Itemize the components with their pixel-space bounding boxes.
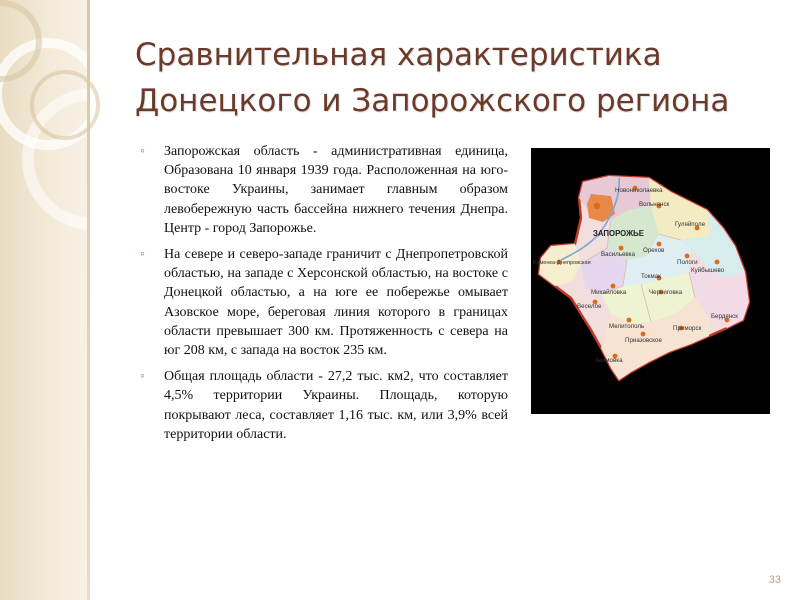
map-label: Приазовское xyxy=(625,337,662,344)
region-map-svg xyxy=(531,148,770,414)
bullet-marker-icon: ◦ xyxy=(140,369,145,385)
map-label: Новониколаевка xyxy=(615,187,663,194)
map-label: Приморск xyxy=(673,325,702,332)
bullet-text: На севере и северо-западе граничит с Днепропетровской областью, на западе с Херсонской областью, на востоке с Донецкой областью, а на юге ее побережье омывает Азовское море, береговая линия которого в границах области превышает 300 км. Протяженность с севера на юг 208 км, с запада на восток 235 км. xyxy=(164,247,508,359)
map-label: Веселое xyxy=(577,303,602,310)
slide-title xyxy=(135,32,775,124)
city-dot xyxy=(611,284,616,289)
map-label: Куйбышево xyxy=(691,267,725,274)
slide-title-line-1: Сравнительная характеристика xyxy=(135,37,662,73)
bullet-item xyxy=(138,245,508,360)
map-label: Каменка-Днепровская xyxy=(533,260,591,266)
map-label: ЗАПОРОЖЬЕ xyxy=(593,229,644,238)
map-label: Токмак xyxy=(641,273,661,280)
bullet-text: Запорожская область - административная единица, Образована 10 января 1939 года. Расположенная на юго-востоке Украины, занимает главным образом левобережную часть бассейна нижнего течения Днепра. Центр - город Запорожье. xyxy=(164,144,508,236)
bullet-item xyxy=(138,142,508,238)
map-label: Черниговка xyxy=(649,289,683,296)
region-map xyxy=(531,148,770,414)
bullet-text: Общая площадь области - 27,2 тыс. км2, что составляет 4,5% территории Украины. Площадь, которую покрывают леса, составляет 1,16 тыс. км, или 3,9% всей территории области. xyxy=(164,369,508,442)
map-label: Пологи xyxy=(677,259,698,266)
city-dot xyxy=(685,254,690,259)
city-dot xyxy=(641,332,646,337)
map-label: Мелитополь xyxy=(609,323,645,330)
decorative-ring xyxy=(30,70,100,140)
city-dot xyxy=(657,242,662,247)
map-label: Бердянск xyxy=(711,313,738,320)
page-number: 33 xyxy=(768,574,781,586)
city-dot xyxy=(715,260,720,265)
map-label: Гуляйполе xyxy=(675,221,706,228)
city-dot xyxy=(627,318,632,323)
map-label: Васильевка xyxy=(601,251,635,258)
city-dot xyxy=(619,246,624,251)
city-dot xyxy=(594,203,600,209)
map-label: Акимовка xyxy=(595,357,623,364)
bullet-list xyxy=(138,142,508,451)
bullet-marker-icon: ◦ xyxy=(140,247,145,263)
map-label: Вольнянск xyxy=(639,201,670,208)
slide-title-line-2: Донецкого и Запорожского региона xyxy=(135,83,730,119)
map-label: Михайловка xyxy=(591,289,627,296)
decorative-strip xyxy=(0,0,90,600)
map-label: Орехов xyxy=(643,247,665,254)
bullet-item xyxy=(138,367,508,444)
bullet-marker-icon: ◦ xyxy=(140,144,145,159)
